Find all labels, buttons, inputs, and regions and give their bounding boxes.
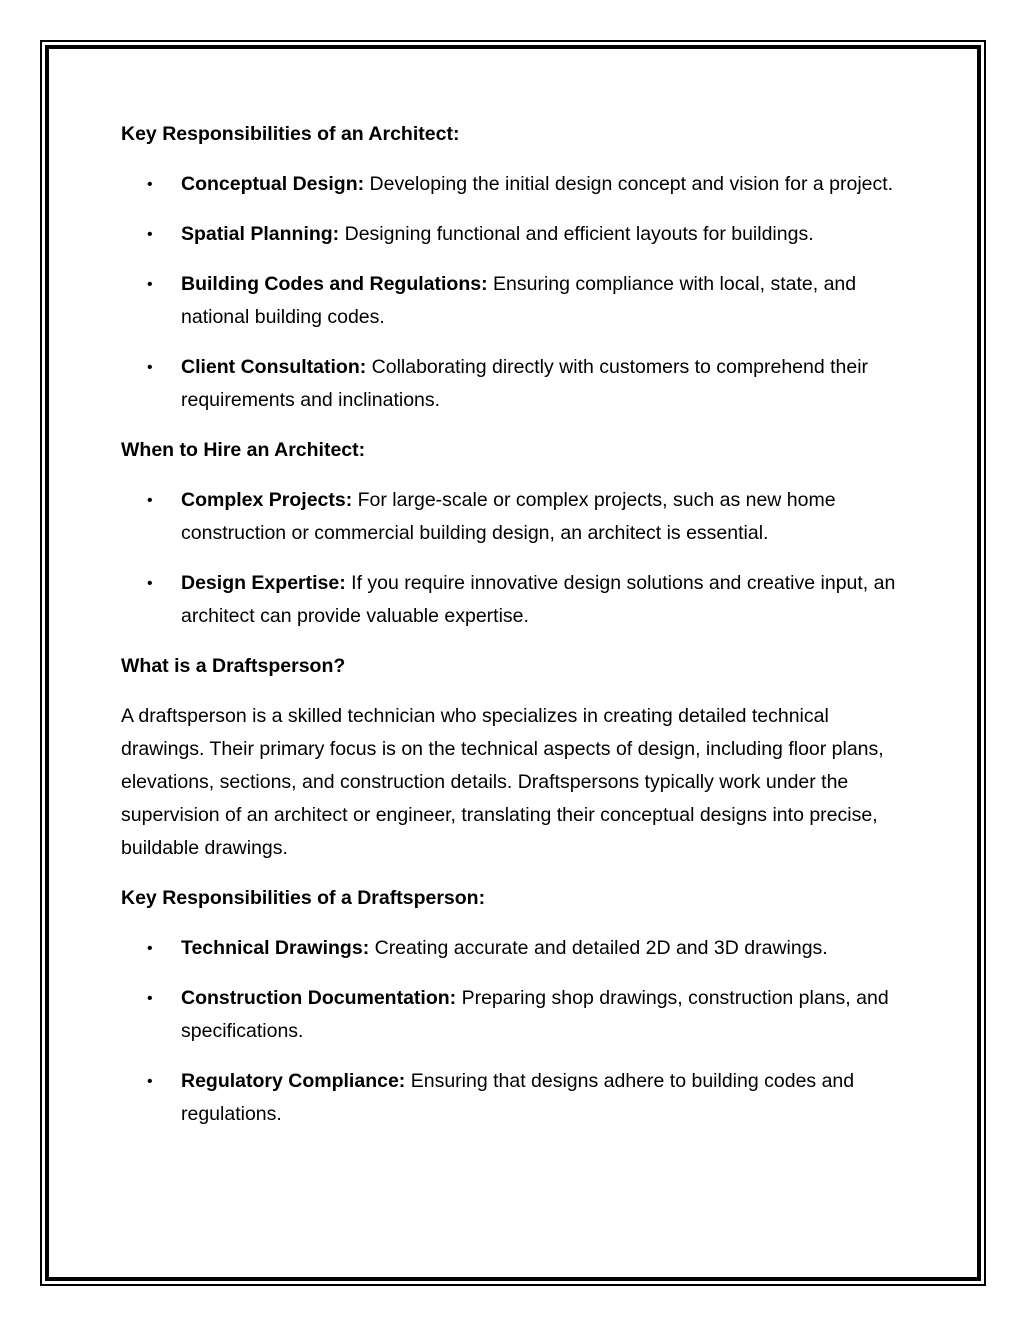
bullet-icon: • — [147, 575, 153, 592]
bullet-icon: • — [147, 359, 153, 376]
list-item-term: Complex Projects: — [181, 489, 353, 511]
section-heading-draftsperson-responsibilities: Key Responsibilities of a Draftsperson: — [121, 887, 486, 909]
list-item — [121, 484, 911, 550]
section-heading-when-to-hire: When to Hire an Architect: — [121, 439, 366, 461]
bullet-icon: • — [147, 492, 153, 509]
section-heading-what-is-draftsperson: What is a Draftsperson? — [121, 655, 346, 677]
list-item-text: Creating accurate and detailed 2D and 3D drawings. — [369, 937, 828, 959]
draftsperson-responsibilities-list — [121, 932, 911, 1131]
architect-responsibilities-list — [121, 168, 911, 417]
bullet-icon: • — [147, 226, 153, 243]
list-item-text: Ensuring compliance with local, state, and national building codes. — [181, 273, 857, 328]
list-item-term: Regulatory Compliance: — [181, 1070, 406, 1092]
document-body — [121, 118, 911, 1148]
draftsperson-description: A draftsperson is a skilled technician who specializes in creating detailed technical drawings. Their primary focus is on the technical aspects of design, including floor plans, elevations, sections, and construction details. Draftspersons typically work under the supervision of an architect or engineer, translating their conceptual designs into precise, buildable drawings. — [121, 705, 884, 859]
bullet-icon: • — [147, 276, 153, 293]
list-item-text: Developing the initial design concept and vision for a project. — [364, 173, 894, 195]
list-item — [121, 932, 911, 965]
section-heading-architect-responsibilities: Key Responsibilities of an Architect: — [121, 123, 460, 145]
list-item-term: Client Consultation: — [181, 356, 367, 378]
list-item — [121, 168, 911, 201]
when-to-hire-list — [121, 484, 911, 633]
list-item-text: If you require innovative design solutions and creative input, an architect can provide valuable expertise. — [181, 572, 896, 627]
list-item — [121, 218, 911, 251]
bullet-icon: • — [147, 990, 153, 1007]
list-item — [121, 351, 911, 417]
list-item-text: Collaborating directly with customers to comprehend their requirements and inclinations. — [181, 356, 869, 411]
list-item-term: Design Expertise: — [181, 572, 346, 594]
list-item-text: For large-scale or complex projects, such as new home construction or commercial building design, an architect is essential. — [181, 489, 836, 544]
list-item-text: Preparing shop drawings, construction plans, and specifications. — [181, 987, 889, 1042]
list-item-term: Spatial Planning: — [181, 223, 340, 245]
list-item — [121, 567, 911, 633]
list-item-text: Designing functional and efficient layouts for buildings. — [339, 223, 814, 245]
list-item-text: Ensuring that designs adhere to building codes and regulations. — [181, 1070, 855, 1125]
bullet-icon: • — [147, 176, 153, 193]
list-item-term: Conceptual Design: — [181, 173, 365, 195]
list-item-term: Building Codes and Regulations: — [181, 273, 488, 295]
list-item — [121, 268, 911, 334]
list-item — [121, 982, 911, 1048]
list-item-term: Construction Documentation: — [181, 987, 457, 1009]
list-item — [121, 1065, 911, 1131]
bullet-icon: • — [147, 940, 153, 957]
list-item-term: Technical Drawings: — [181, 937, 370, 959]
bullet-icon: • — [147, 1073, 153, 1090]
